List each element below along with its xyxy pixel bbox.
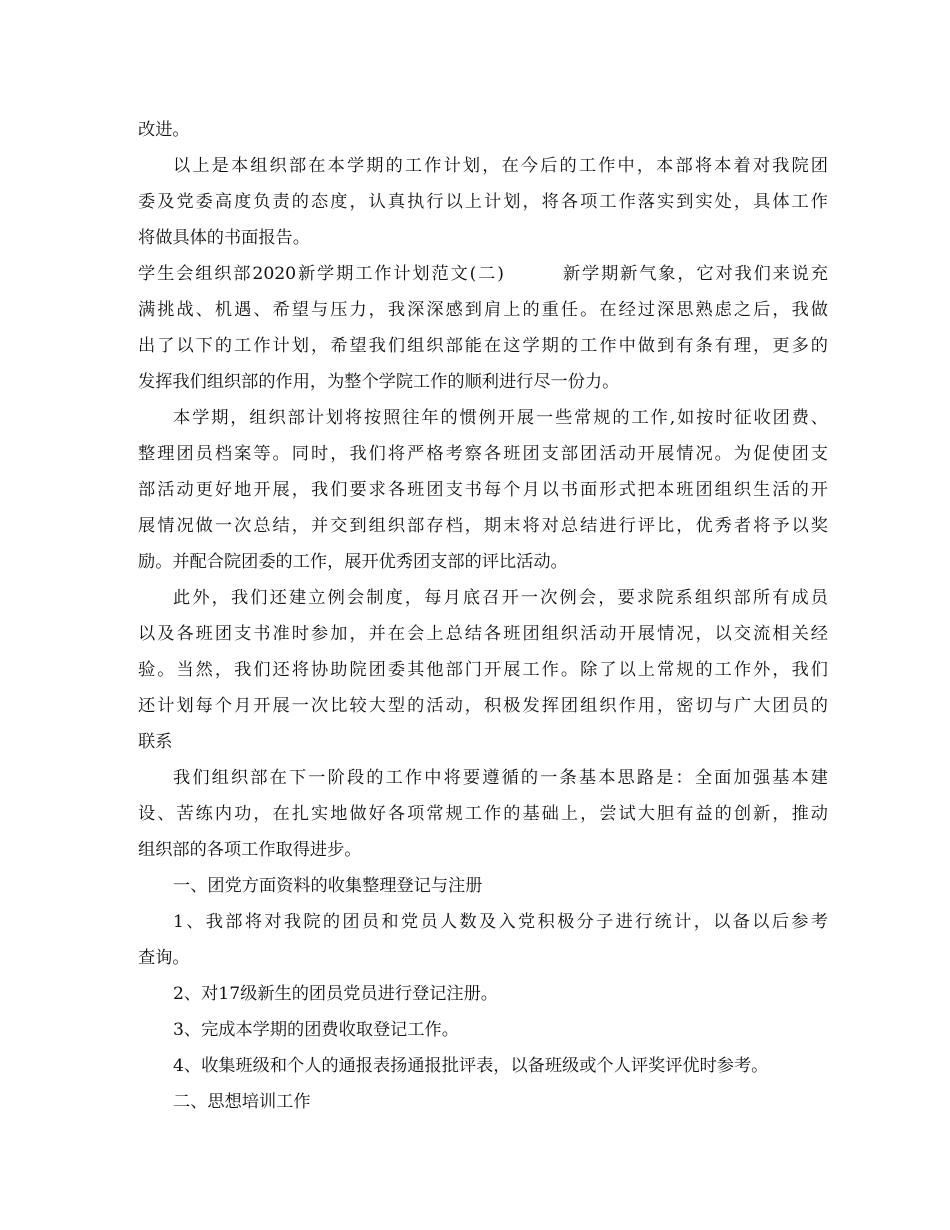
text-line: 本学期，组织部计划将按照往年的惯例开展一些常规的工作,如按时征收团费、 (173, 408, 828, 428)
text-line: 还计划每个月开展一次比较大型的活动，积极发挥团组织作用，密切与广大团员的 (138, 696, 828, 716)
text-line: 整理团员档案等。同时，我们将严格考察各班团支部团活动开展情况。为促使团支 (138, 444, 828, 464)
text-line: 我们组织部在下一阶段的工作中将要遵循的一条基本思路是：全面加强基本建 (173, 768, 828, 788)
text-line: 验。当然，我们还将协助院团委其他部门开展工作。除了以上常规的工作外，我们 (138, 660, 828, 680)
text-line: 二、思想培训工作 (173, 1092, 311, 1112)
text-line: 1、我部将对我院的团员和党员人数及入党积极分子进行统计，以备以后参考 (173, 912, 828, 932)
text-line: 满挑战、机遇、希望与压力，我深深感到肩上的重任。在经过深思熟虑之后，我做 (138, 300, 828, 320)
text-line: 2、对17级新生的团员党员进行登记注册。 (173, 984, 498, 1004)
text-line: 此外，我们还建立例会制度，每月底召开一次例会，要求院系组织部所有成员 (173, 588, 828, 608)
text-line: 将做具体的书面报告。 (138, 228, 310, 248)
text-line: 3、完成本学期的团费收取登记工作。 (173, 1020, 459, 1040)
text-line: 以及各班团支书准时参加，并在会上总结各班团组织活动开展情况，以交流相关经 (138, 624, 828, 644)
text-line: 励。并配合院团委的工作，展开优秀团支部的评比活动。 (138, 552, 568, 572)
text-line: 部活动更好地开展，我们要求各班团支书每个月以书面形式把本班团组织生活的开 (138, 480, 828, 500)
text-line: 发挥我们组织部的作用，为整个学院工作的顺利进行尽一份力。 (138, 372, 620, 392)
text-line: 委及党委高度负责的态度，认真执行以上计划，将各项工作落实到实处，具体工作 (138, 192, 828, 212)
text-line: 联系 (138, 732, 173, 752)
text-line: 展情况做一次总结，并交到组织部存档，期末将对总结进行评比，优秀者将予以奖 (138, 516, 828, 536)
text-line: 学生会组织部2020新学期工作计划范文(二) 新学期新气象，它对我们来说充 (138, 264, 828, 284)
text-line: 改进。 (138, 120, 190, 140)
text-line: 以上是本组织部在本学期的工作计划，在今后的工作中，本部将本着对我院团 (173, 156, 828, 176)
text-line: 一、团党方面资料的收集整理登记与注册 (173, 876, 483, 896)
text-line: 组织部的各项工作取得进步。 (138, 840, 362, 860)
text-line: 查询。 (138, 948, 190, 968)
text-line: 出了以下的工作计划，希望我们组织部能在这学期的工作中做到有条有理，更多的 (138, 336, 828, 356)
text-line: 设、苦练内功，在扎实地做好各项常规工作的基础上，尝试大胆有益的创新，推动 (138, 804, 828, 824)
text-line: 4、收集班级和个人的通报表扬通报批评表，以备班级或个人评奖评优时参考。 (173, 1056, 769, 1076)
